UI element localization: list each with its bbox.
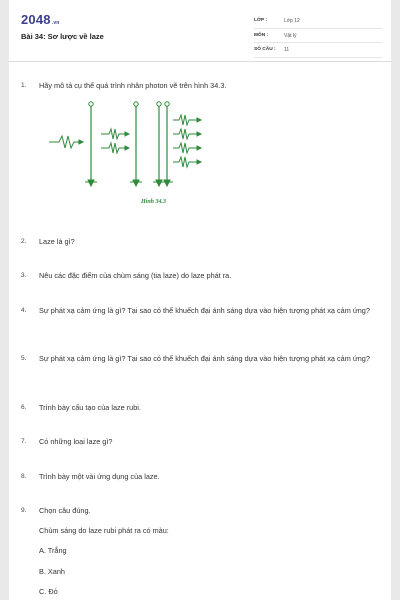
question-number: 5. xyxy=(21,355,27,362)
question-text: Có những loại laze gì? xyxy=(39,437,113,446)
atom-2 xyxy=(130,102,142,186)
document-header xyxy=(9,0,391,62)
meta-value: Lớp 12 xyxy=(284,18,300,24)
question-number: 4. xyxy=(21,307,27,314)
question-number: 9. xyxy=(21,507,27,514)
question-number: 3. xyxy=(21,272,27,279)
option-c[interactable]: C. Đỏ xyxy=(39,587,58,596)
photon-wave-1 xyxy=(49,136,83,148)
document-page xyxy=(9,0,391,600)
question-text: Trình bày một vài ứng dụng của laze. xyxy=(39,472,160,481)
meta-row-count xyxy=(254,43,382,58)
question-text: Trình bày cấu tạo của laze rubi. xyxy=(39,403,141,412)
question-text: Sự phát xạ cảm ứng là gì? Tại sao có thể khuếch đại ánh sáng dựa vào hiện tượng phát xạ cảm ứng? xyxy=(39,354,370,363)
meta-key: MÔN : xyxy=(254,32,269,38)
option-b[interactable]: B. Xanh xyxy=(39,567,65,576)
meta-row-class xyxy=(254,14,382,29)
site-logo[interactable] xyxy=(21,12,60,27)
question-number: 2. xyxy=(21,238,27,245)
meta-key: LỚP : xyxy=(254,18,268,23)
question-number: 1. xyxy=(21,82,27,89)
meta-table xyxy=(254,14,382,58)
question-number: 8. xyxy=(21,473,27,480)
logo-text: 2048 xyxy=(21,12,51,27)
figure-caption: Hình 34.3 xyxy=(141,199,167,205)
question-text: Laze là gì? xyxy=(39,237,75,246)
option-a[interactable]: A. Trắng xyxy=(39,546,67,555)
question-number: 6. xyxy=(21,404,27,411)
meta-key: SỐ CÂU : xyxy=(254,47,276,52)
question-9-stem: Chùm sáng do laze rubi phát ra có màu: xyxy=(39,526,169,535)
question-text: Nêu các đặc điểm của chùm sáng (tia laze) do laze phát ra. xyxy=(39,271,232,280)
photon-wave-3 xyxy=(173,115,201,167)
atom-1 xyxy=(85,102,97,186)
question-text: Hãy mô tả cụ thể quá trình nhân photon vẽ trên hình 34.3. xyxy=(39,81,227,90)
photon-wave-2 xyxy=(101,129,129,153)
meta-value: 11 xyxy=(284,47,290,53)
meta-row-subject xyxy=(254,29,382,44)
question-number: 7. xyxy=(21,438,27,445)
logo-suffix: .vn xyxy=(51,20,60,26)
meta-value: Vật lý xyxy=(284,32,297,39)
photon-multiplication-figure xyxy=(39,96,219,196)
question-text: Sự phát xạ cảm ứng là gì? Tại sao có thể khuếch đại ánh sáng dựa vào hiện tượng phát xạ cảm ứng? xyxy=(39,306,370,315)
question-text: Chọn câu đúng. xyxy=(39,506,91,515)
atom-3 xyxy=(153,102,173,186)
lesson-title: Bài 34: Sơ lược về laze xyxy=(21,32,104,41)
